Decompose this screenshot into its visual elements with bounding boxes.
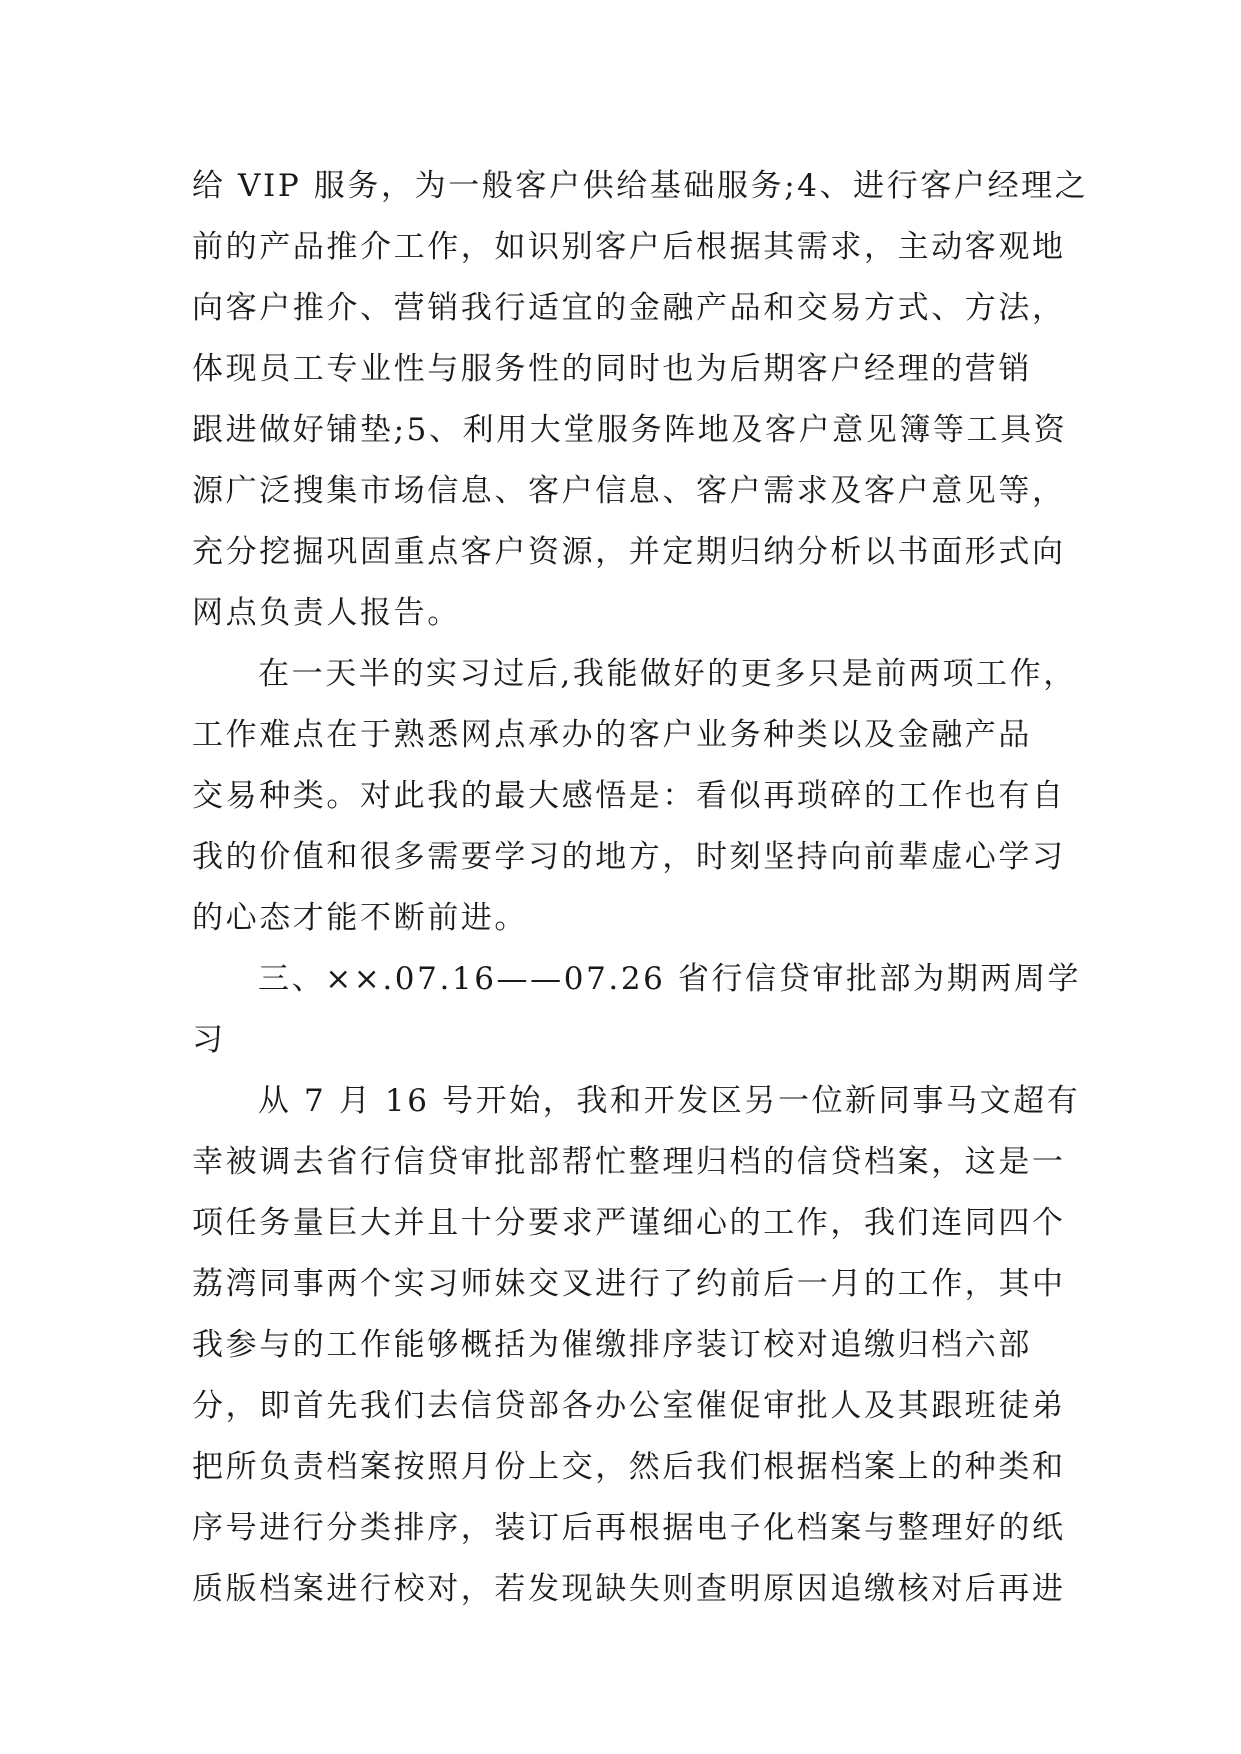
paragraph-1-line-7: 充分挖掘巩固重点客户资源，并定期归纳分析以书面形式向 (192, 534, 1066, 570)
paragraph-4-line-7: 把所负责档案按照月份上交，然后我们根据档案上的种类和 (192, 1449, 1066, 1485)
paragraph-1-line-3: 向客户推介、营销我行适宜的金融产品和交易方式、方法， (192, 290, 1066, 326)
document-body (192, 156, 1089, 1620)
paragraph-4-line-3: 项任务量巨大并且十分要求严谨细心的工作，我们连同四个 (192, 1205, 1066, 1241)
section-heading-line-2: 习 (192, 1022, 226, 1058)
paragraph-4-line-2: 幸被调去省行信贷审批部帮忙整理归档的信贷档案，这是一 (192, 1144, 1066, 1180)
paragraph-4-line-5: 我参与的工作能够概括为催缴排序装订校对追缴归档六部 (192, 1327, 1032, 1363)
paragraph-1-line-5: 跟进做好铺垫;5、利用大堂服务阵地及客户意见簿等工具资 (192, 412, 1068, 448)
paragraph-2-line-4: 我的价值和很多需要学习的地方，时刻坚持向前辈虚心学习 (192, 839, 1066, 875)
section-heading-line-1: 三、××.07.16——07.26 省行信贷审批部为期两周学 (258, 961, 1082, 997)
paragraph-1-line-8: 网点负责人报告。 (192, 595, 461, 631)
paragraph-2-line-1: 在一天半的实习过后,我能做好的更多只是前两项工作， (258, 656, 1077, 692)
paragraph-2-line-3: 交易种类。对此我的最大感悟是：看似再琐碎的工作也有自 (192, 778, 1066, 814)
paragraph-1-line-1: 给 VIP 服务，为一般客户供给基础服务;4、进行客户经理之 (192, 168, 1089, 204)
paragraph-4-line-9: 质版档案进行校对，若发现缺失则查明原因追缴核对后再进 (192, 1571, 1066, 1607)
paragraph-4-line-6: 分，即首先我们去信贷部各办公室催促审批人及其跟班徒弟 (192, 1388, 1066, 1424)
paragraph-4-line-1: 从 7 月 16 号开始，我和开发区另一位新同事马文超有 (258, 1083, 1081, 1119)
paragraph-4-line-4: 荔湾同事两个实习师妹交叉进行了约前后一月的工作，其中 (192, 1266, 1066, 1302)
paragraph-2-line-2: 工作难点在于熟悉网点承办的客户业务种类以及金融产品 (192, 717, 1032, 753)
paragraph-4-line-8: 序号进行分类排序，装订后再根据电子化档案与整理好的纸 (192, 1510, 1066, 1546)
paragraph-1-line-2: 前的产品推介工作，如识别客户后根据其需求，主动客观地 (192, 229, 1066, 265)
paragraph-1-line-6: 源广泛搜集市场信息、客户信息、客户需求及客户意见等， (192, 473, 1066, 509)
paragraph-1-line-4: 体现员工专业性与服务性的同时也为后期客户经理的营销 (192, 351, 1032, 387)
paragraph-2-line-5: 的心态才能不断前进。 (192, 900, 528, 936)
